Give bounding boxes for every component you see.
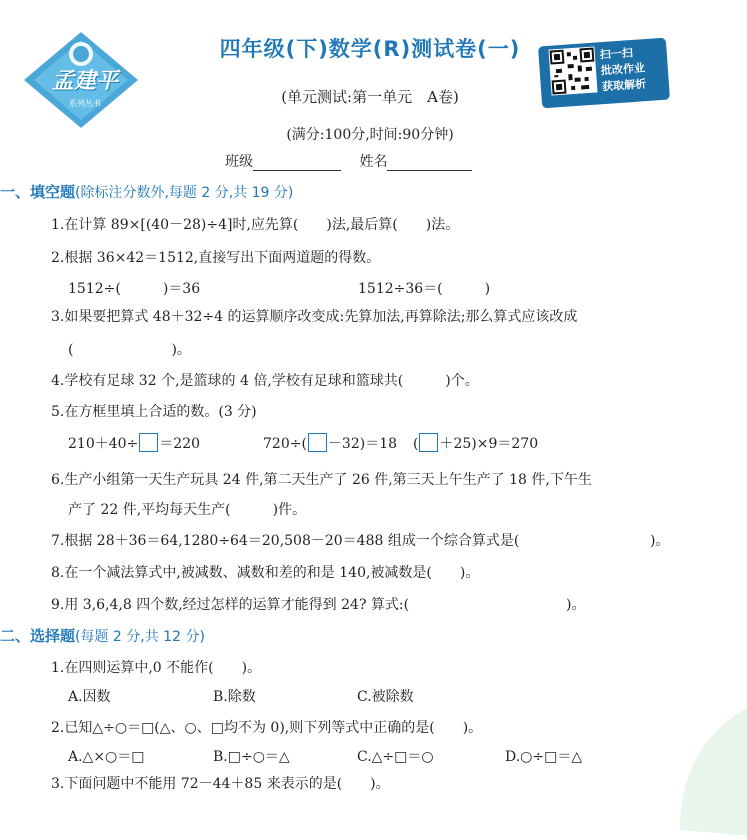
class-label: 班级 (225, 154, 253, 170)
choice-question-2: 2.已知△÷○＝□(△、○、□均不为 0),则下列等式中正确的是( )。 (51, 720, 483, 736)
q5c-suffix: ＋25)×9＝270 (439, 436, 539, 452)
q5a-prefix: 210＋40÷ (68, 436, 139, 452)
page-title: 四年级(下)数学(R)测试卷(一) (219, 37, 521, 61)
fill-question-7-end: )。 (650, 533, 670, 549)
fill-question-6-cont: 产了 22 件,平均每天生产( )件。 (68, 502, 307, 518)
choice-option-2c[interactable]: C.△÷□＝○ (357, 749, 434, 765)
section-fill-blank-heading (0, 181, 293, 202)
answer-box[interactable] (139, 433, 158, 452)
fill-question-1: 1.在计算 89×[(40－28)÷4]时,应先算( )法,最后算( )法。 (51, 217, 460, 233)
q5b-prefix: 720÷( (263, 436, 307, 452)
student-info-fields (225, 151, 472, 171)
qr-code-icon[interactable] (548, 46, 597, 95)
fill-question-5b (263, 433, 397, 453)
choice-question-1: 1.在四则运算中,0 不能作( )。 (51, 660, 262, 676)
fill-question-4: 4.学校有足球 32 个,是篮球的 4 倍,学校有足球和篮球共( )个。 (51, 373, 479, 389)
q5a-suffix: ＝220 (159, 436, 201, 452)
logo-subtext: 系列丛书 (69, 99, 101, 108)
q5b-suffix: －32)＝18 (327, 436, 398, 452)
fill-question-5: 5.在方框里填上合适的数。(3 分) (51, 404, 257, 420)
answer-box[interactable] (419, 433, 438, 452)
fill-question-3-answer: ( )。 (68, 342, 191, 358)
logo-text: 孟建平 (51, 69, 118, 94)
fill-question-3: 3.如果要把算式 48＋32÷4 的运算顺序改变成:先算加法,再算除法;那么算式应该改成 (51, 309, 578, 325)
qr-caption-line2: 批改作业 (600, 61, 646, 78)
test-subtitle: (单元测试:第一单元 A卷) (281, 88, 459, 106)
fill-question-5a (68, 433, 200, 453)
section-fill-blank-note: (除标注分数外,每题 2 分,共 19 分) (75, 185, 294, 201)
section-choice-note: (每题 2 分,共 12 分) (75, 629, 205, 645)
q5c-prefix: ( (413, 436, 419, 452)
fill-question-8: 8.在一个减法算式中,被减数、减数和差的和是 140,被减数是( )。 (51, 565, 480, 581)
qr-caption-line3: 获取解析 (601, 77, 647, 94)
class-field[interactable] (253, 156, 341, 171)
fill-question-9-end: )。 (566, 597, 586, 613)
section-fill-blank-title: 一、填空题 (0, 183, 76, 201)
test-meta: (满分:100分,时间:90分钟) (286, 127, 454, 143)
choice-option-1b[interactable]: B.除数 (213, 689, 256, 705)
fill-question-9: 9.用 3,6,4,8 四个数,经过怎样的运算才能得到 24? 算式:( (51, 597, 410, 613)
answer-box[interactable] (308, 433, 327, 452)
choice-option-1a[interactable]: A.因数 (68, 689, 111, 705)
section-choice-heading (0, 625, 205, 646)
fill-question-7: 7.根据 28＋36＝64,1280÷64＝20,508－20＝488 组成一个综合算式是( (51, 533, 520, 549)
section-choice-title: 二、选择题 (0, 627, 76, 645)
name-label: 姓名 (359, 154, 388, 170)
qr-caption-line1: 扫一扫 (599, 46, 634, 62)
choice-option-2d[interactable]: D.○÷□＝△ (505, 749, 583, 765)
choice-option-1c[interactable]: C.被除数 (357, 689, 414, 705)
choice-option-2b[interactable]: B.□÷○＝△ (213, 749, 290, 765)
fill-question-2: 2.根据 36×42＝1512,直接写出下面两道题的得数。 (51, 250, 381, 266)
qr-caption (599, 43, 672, 96)
fill-question-5c (413, 433, 538, 453)
choice-option-2a[interactable]: A.△×○＝□ (68, 749, 145, 765)
fill-question-2a: 1512÷( )＝36 (68, 281, 201, 297)
choice-question-3: 3.下面问题中不能用 72－44＋85 来表示的是( )。 (51, 776, 390, 792)
decorative-leaf (640, 680, 747, 840)
fill-question-6: 6.生产小组第一天生产玩具 24 件,第二天生产了 26 件,第三天上午生产了 18 件,下午生 (51, 472, 592, 488)
name-field[interactable] (387, 156, 472, 171)
fill-question-2b: 1512÷36＝( ) (358, 281, 491, 297)
